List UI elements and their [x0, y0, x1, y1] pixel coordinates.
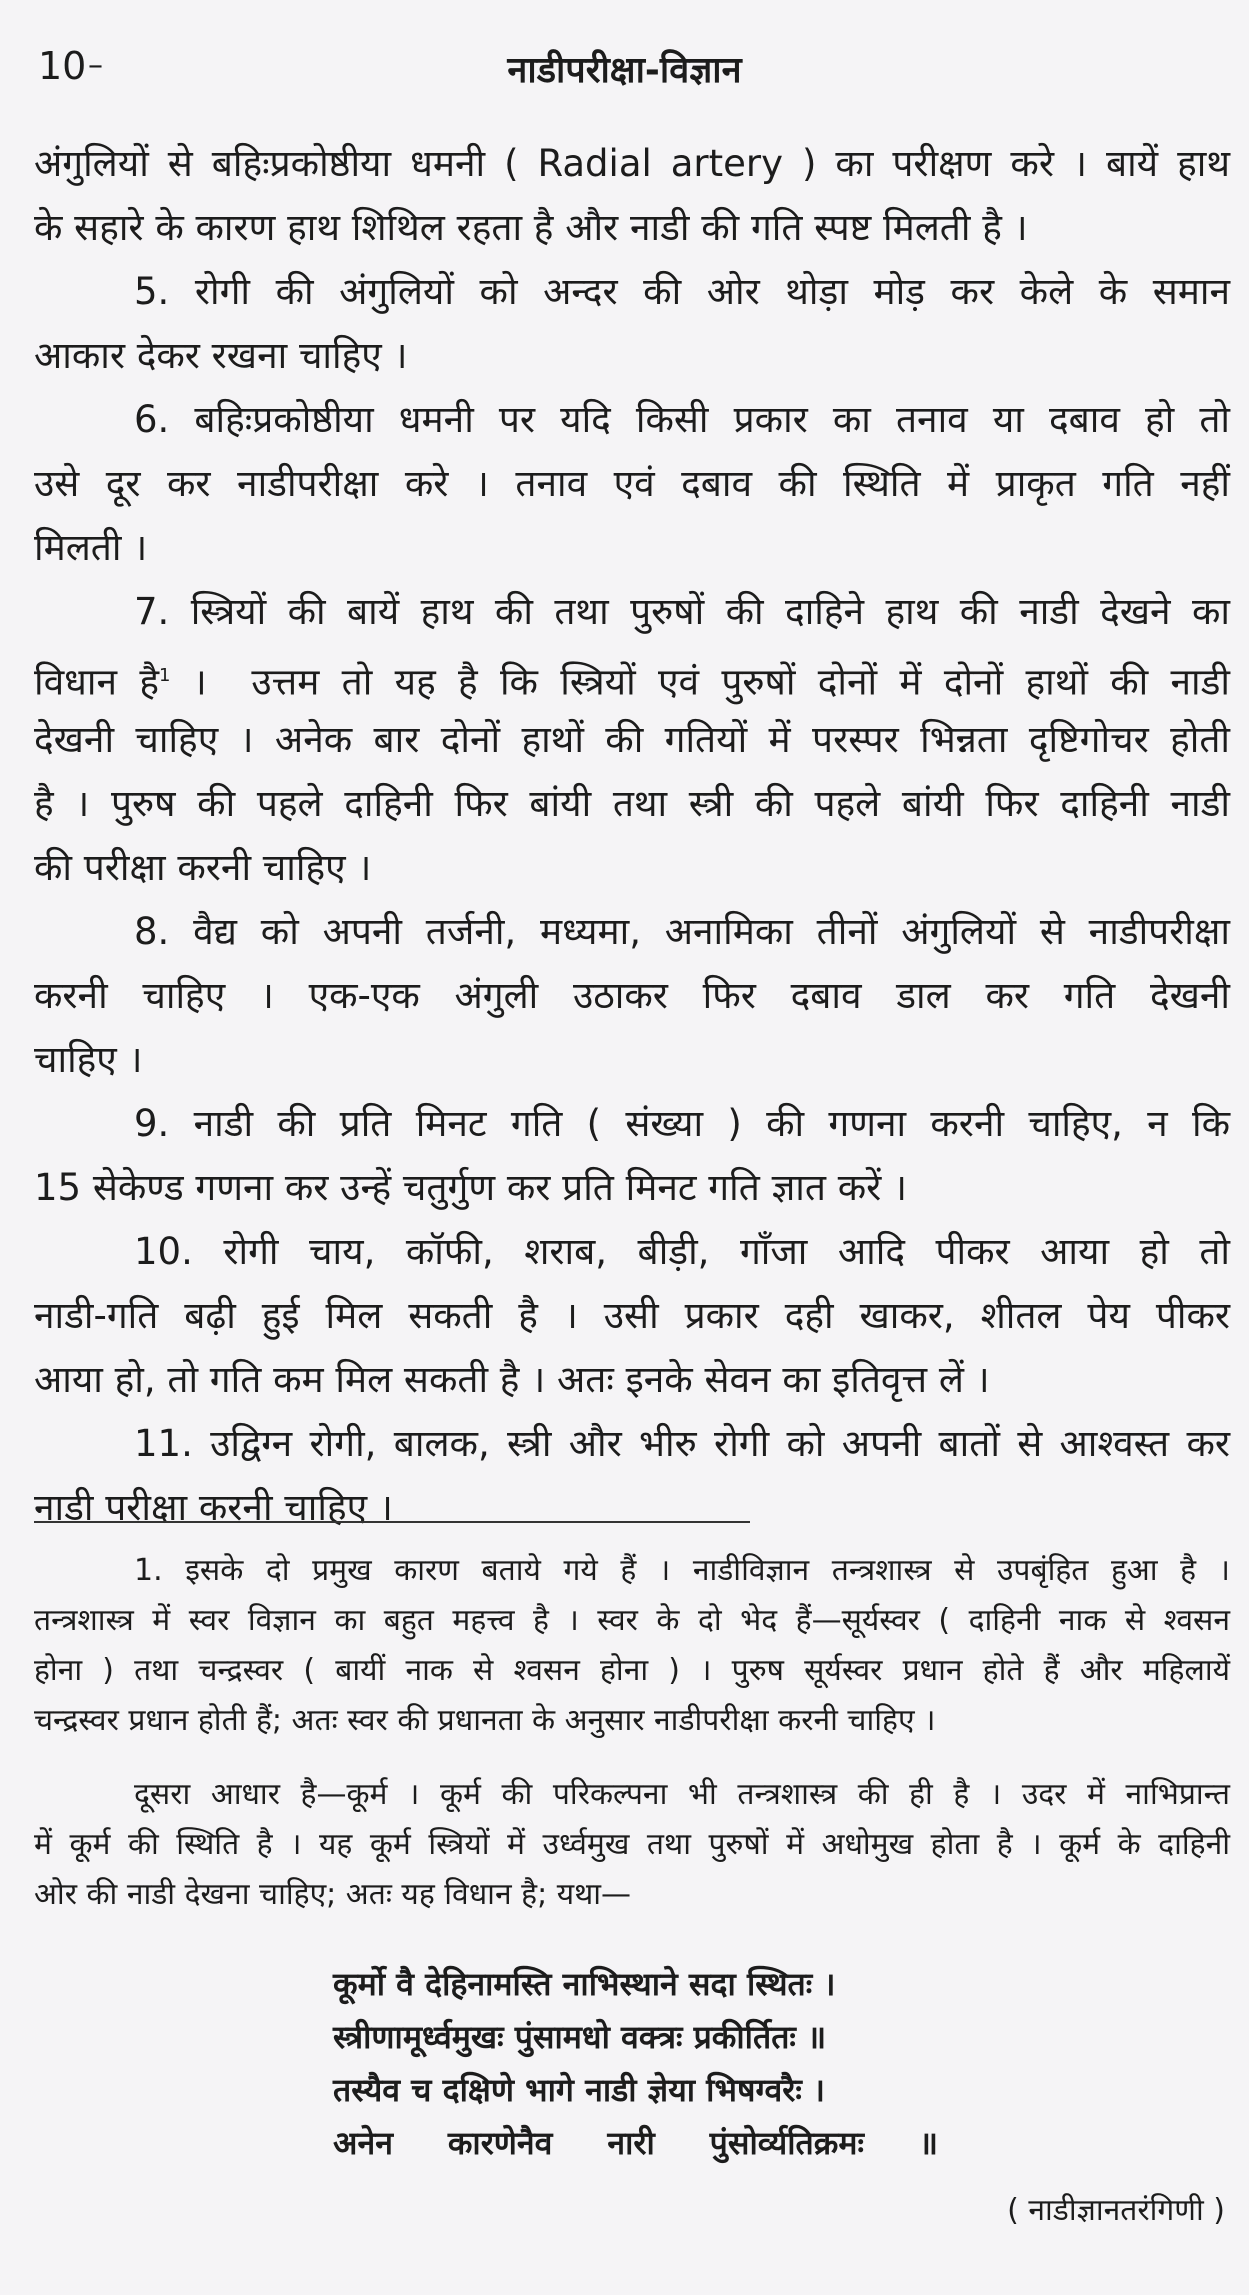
running-title: नाडीपरीक्षा-विज्ञान [507, 50, 742, 91]
text-line: की परीक्षा करनी चाहिए । [34, 846, 372, 889]
footnote-gap [34, 1746, 1230, 1770]
footnote-divider [34, 1521, 750, 1523]
footnote-line: ओर की नाडी देखना चाहिए; अतः यह विधान है; यथा— [34, 1877, 632, 1912]
verse-line: स्त्रीणामूर्ध्वमुखः पुंसामधो वक्त्रः प्रकीर्तितः ॥ [333, 2018, 827, 2056]
footnote-line: चन्द्रस्वर प्रधान होती हैं; अतः स्वर की प्रधानता के अनुसार नाडीपरीक्षा करनी चाहिए । [34, 1703, 936, 1738]
text-line: आकार देकर रखना चाहिए । [34, 334, 408, 377]
text-line: अंगुलियों से बहिःप्रकोष्ठीया धमनी ( Radial artery ) का परीक्षण करे । बायें हाथ [34, 142, 1230, 185]
text-line: करनी चाहिए । एक-एक अंगुली उठाकर फिर दबाव डाल कर गति देखनी [34, 974, 1230, 1017]
text-line: उसे दूर कर नाडीपरीक्षा करे । तनाव एवं दबाव की स्थिति में प्राकृत गति नहीं [34, 462, 1230, 505]
footnote-reference: 1 [158, 665, 171, 686]
verse-source: ( नाडीज्ञानतरंगिणी ) [1007, 2193, 1225, 2228]
main-text [34, 132, 1230, 1540]
point-5: 5. रोगी की अंगुलियों को अन्दर की ओर थोड़ा मोड़ कर केले के समान [134, 270, 1230, 313]
page-number: 10 [38, 44, 87, 88]
sanskrit-verse [333, 1958, 938, 2170]
verse-line: तस्यैव च दक्षिणे भागे नाडी ज्ञेया भिषग्वरैः । [333, 2071, 826, 2109]
point-6: 6. बहिःप्रकोष्ठीया धमनी पर यदि किसी प्रकार का तनाव या दबाव हो तो [134, 398, 1230, 441]
verse-line: अनेन कारणेनैव नारी पुंसोर्व्यतिक्रमः ॥ [333, 2124, 938, 2162]
footnote-line: दूसरा आधार है—कूर्म । कूर्म की परिकल्पना भी तन्त्रशास्त्र की ही है । उदर में नाभिप्रान्त [134, 1777, 1230, 1812]
text-line: नाडी-गति बढ़ी हुई मिल सकती है । उसी प्रकार दही खाकर, शीतल पेय पीकर [34, 1294, 1230, 1337]
point-10: 10. रोगी चाय, कॉफी, शराब, बीड़ी, गाँजा आदि पीकर आया हो तो [134, 1230, 1230, 1273]
text-line: आया हो, तो गति कम मिल सकती है । अतः इनके सेवन का इतिवृत्त लें । [34, 1358, 990, 1401]
page-header [34, 40, 1215, 100]
page-number-dash: – [88, 48, 103, 83]
text-line [34, 644, 1230, 708]
text-line: मिलती । [34, 526, 148, 569]
footnote-line: होना ) तथा चन्द्रस्वर ( बायीं नाक से श्वसन होना ) । पुरुष सूर्यस्वर प्रधान होते हैं और महिलायें [34, 1653, 1230, 1688]
verse-line: कूर्मो वै देहिनामस्ति नाभिस्थाने सदा स्थितः । [333, 1965, 836, 2003]
point-7: 7. स्त्रियों की बायें हाथ की तथा पुरुषों की दाहिने हाथ की नाडी देखने का [134, 590, 1230, 633]
line-prefix: विधान है [34, 660, 159, 704]
point-11: 11. उद्विग्न रोगी, बालक, स्त्री और भीरु रोगी को अपनी बातों से आश्वस्त कर [134, 1422, 1230, 1465]
line-rest: उत्तम तो यह है कि स्त्रियों एवं पुरुषों दोनों में दोनों हाथों की नाडी [251, 660, 1231, 704]
footnotes [34, 1546, 1230, 1920]
point-9: 9. नाडी की प्रति मिनट गति ( संख्या ) की गणना करनी चाहिए, न कि [134, 1102, 1230, 1145]
text-line: चाहिए । [34, 1038, 143, 1081]
footnote-line: में कूर्म की स्थिति है । यह कूर्म स्त्रियों में उर्ध्वमुख तथा पुरुषों में अधोमुख होता है । कूर्म के दाहिनी [34, 1827, 1230, 1862]
footnote-line: तन्त्रशास्त्र में स्वर विज्ञान का बहुत महत्त्व है । स्वर के दो भेद हैं—सूर्यस्वर ( दाहिनी नाक से श्वसन [34, 1603, 1230, 1638]
text-line: है । पुरुष की पहले दाहिनी फिर बांयी तथा स्त्री की पहले बांयी फिर दाहिनी नाडी [34, 782, 1230, 825]
text-line: देखनी चाहिए । अनेक बार दोनों हाथों की गतियों में परस्पर भिन्नता दृष्टिगोचर होती [34, 718, 1230, 761]
text-line: के सहारे के कारण हाथ शिथिल रहता है और नाडी की गति स्पष्ट मिलती है । [34, 206, 1028, 249]
text-line: नाडी परीक्षा करनी चाहिए । [34, 1486, 393, 1529]
line-danda: । [192, 660, 207, 704]
footnote-line: 1. इसके दो प्रमुख कारण बताये गये हैं । नाडीविज्ञान तन्त्रशास्त्र से उपबृंहित हुआ है । [134, 1553, 1230, 1588]
point-8: 8. वैद्य को अपनी तर्जनी, मध्यमा, अनामिका तीनों अंगुलियों से नाडीपरीक्षा [134, 910, 1230, 953]
text-line: 15 सेकेण्ड गणना कर उन्हें चतुर्गुण कर प्रति मिनट गति ज्ञात करें । [34, 1166, 908, 1209]
